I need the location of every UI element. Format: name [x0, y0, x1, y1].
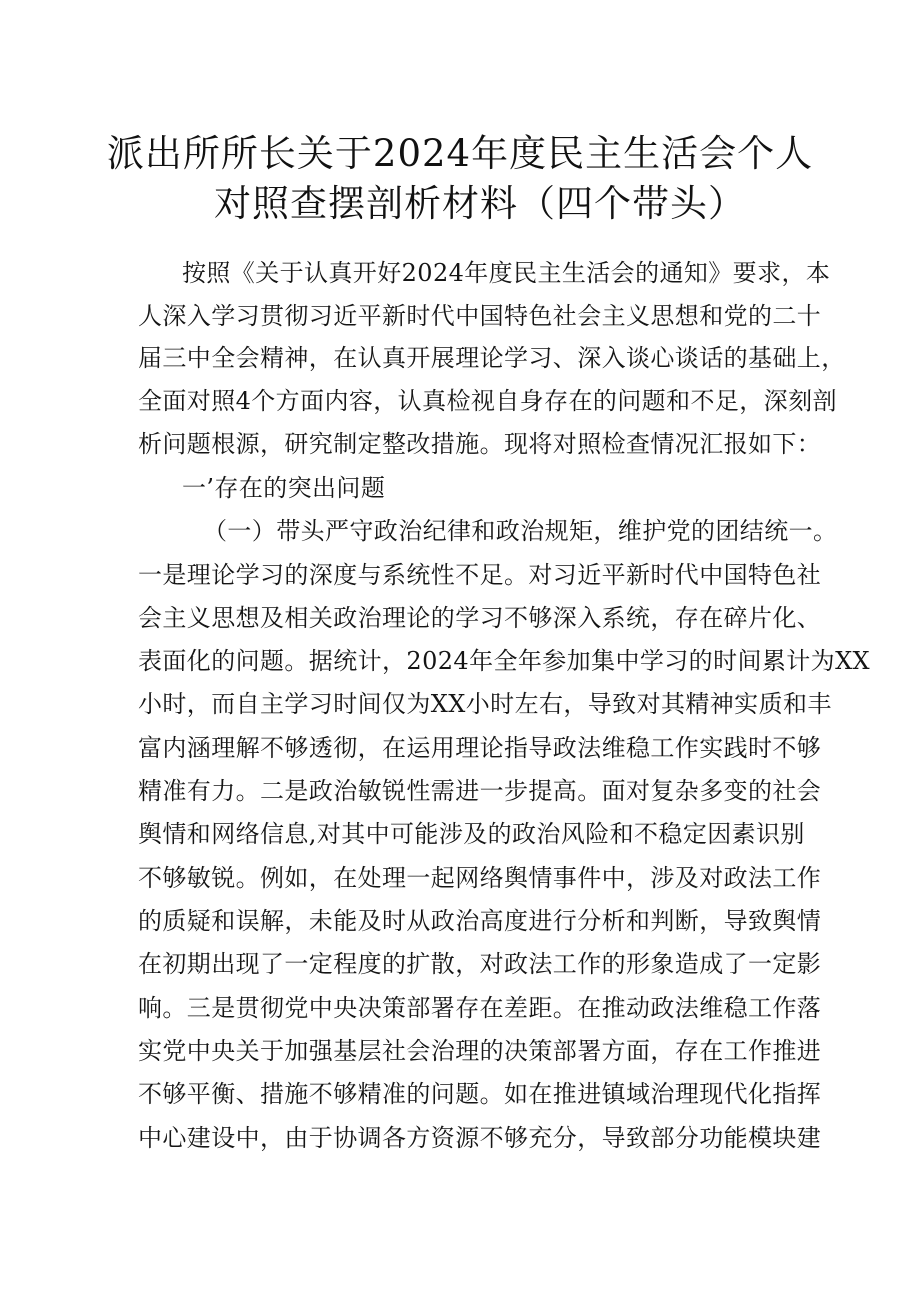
subsection-heading: （一）带头严守政治纪律和政治规矩，维护党的团结统一。: [203, 517, 838, 545]
document-title-line-2: 对照查摆剖析材料（四个带头）: [214, 182, 746, 225]
paragraph-line: 小时，而自主学习时间仅为XX小时左右，导致对其精神实质和丰: [138, 690, 832, 718]
paragraph-line: 舆情和网络信息,对其中可能涉及的政治风险和不稳定因素识别: [138, 820, 805, 848]
document-title-line-1: 派出所所长关于2024年度民主生活会个人: [106, 132, 814, 175]
paragraph-line: 按照《关于认真开好2024年度民主生活会的通知》要求，本: [182, 259, 831, 287]
paragraph-line: 富内涵理解不够透彻，在运用理论指导政法维稳工作实践时不够: [138, 734, 822, 762]
paragraph-line: 在初期出现了一定程度的扩散，对政法工作的形象造成了一定影: [138, 950, 822, 978]
paragraph-line: 不够平衡、措施不够精准的问题。如在推进镇域治理现代化指挥: [138, 1080, 822, 1108]
paragraph-line: 全面对照4个方面内容，认真检视自身存在的问题和不足，深刻剖: [138, 387, 837, 415]
paragraph-line: 不够敏锐。例如，在处理一起网络舆情事件中，涉及对政法工作: [138, 864, 822, 892]
paragraph-line: 中心建设中，由于协调各方资源不够充分，导致部分功能模块建: [138, 1124, 822, 1152]
paragraph-line: 届三中全会精神，在认真开展理论学习、深入谈心谈话的基础上，: [138, 344, 846, 372]
paragraph-line: 表面化的问题。据统计，2024年全年参加集中学习的时间累计为XX: [138, 647, 871, 675]
paragraph-line: 会主义思想及相关政治理论的学习不够深入系统，存在碎片化、: [138, 604, 822, 632]
paragraph-line: 响。三是贯彻党中央决策部署存在差距。在推动政法维稳工作落: [138, 994, 822, 1022]
paragraph-line: 实党中央关于加强基层社会治理的决策部署方面，存在工作推进: [138, 1037, 822, 1065]
paragraph-line: 人深入学习贯彻习近平新时代中国特色社会主义思想和党的二十: [138, 302, 822, 330]
section-heading: 一’存在的突出问题: [182, 474, 386, 502]
paragraph-line: 的质疑和误解，未能及时从政治高度进行分析和判断，导致舆情: [138, 907, 822, 935]
paragraph-line: 一是理论学习的深度与系统性不足。对习近平新时代中国特色社: [138, 561, 822, 589]
paragraph-line: 析问题根源，研究制定整改措施。现将对照检查情况汇报如下：: [138, 430, 822, 458]
paragraph-line: 精准有力。二是政治敏锐性需进一步提高。面对复杂多变的社会: [138, 777, 822, 805]
